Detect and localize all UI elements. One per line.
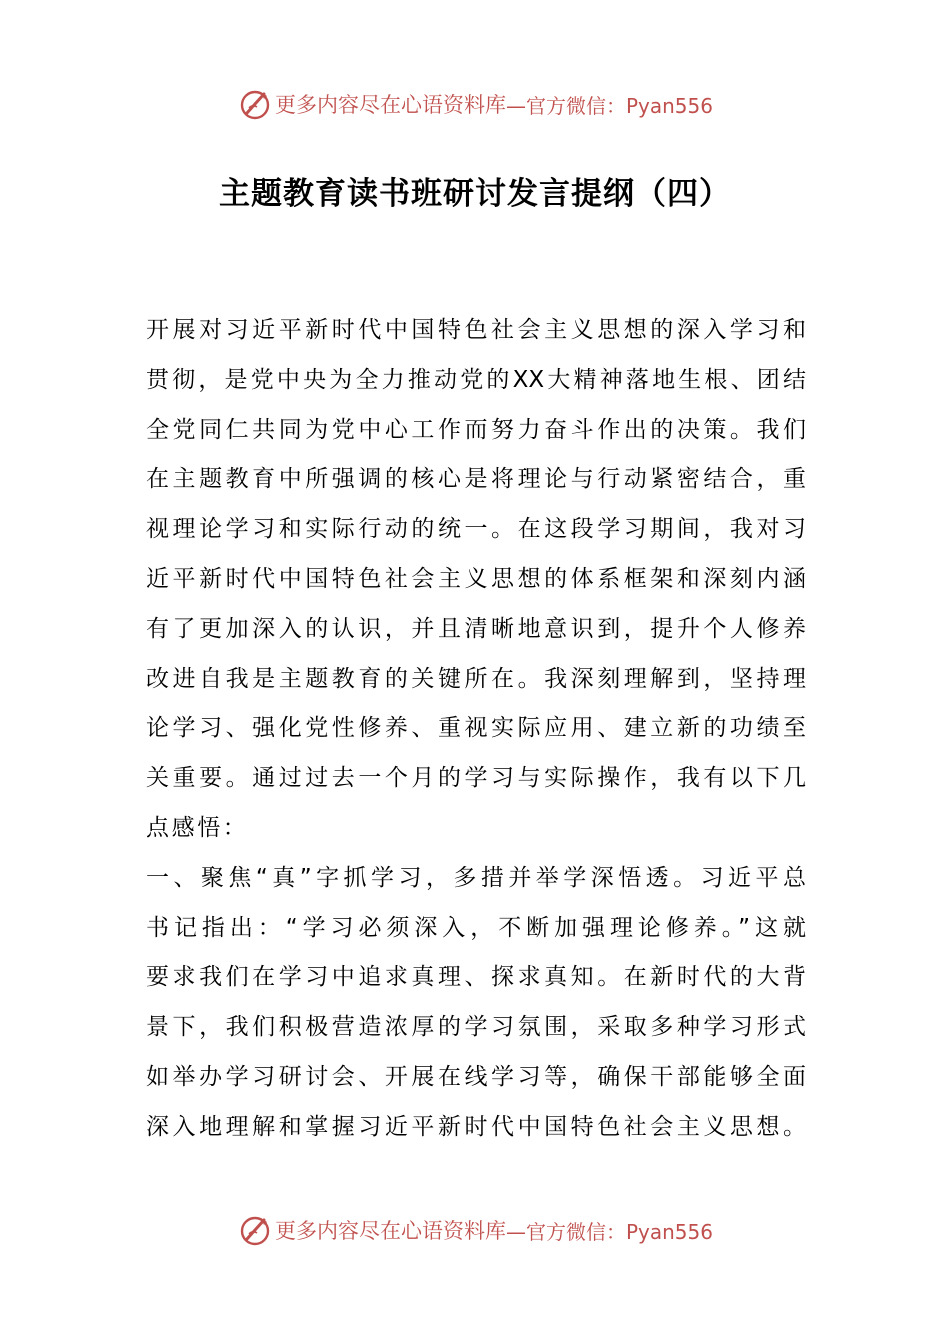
header-watermark-banner [0,84,950,124]
watermark-contact: —官方微信：Pyan556 [505,93,713,118]
body-line: 全党同仁共同为党中心工作而努力奋斗作出的决策。我们 [146,416,806,443]
body-line: 景下，我们积极营造浓厚的学习氛围，采取多种学习形式 [146,1014,806,1041]
body-line: 改进自我是主题教育的关键所在。我深刻理解到，坚持理 [146,665,806,692]
watermark-brand: 更多内容尽在心语资料库 [274,1219,506,1243]
body-line: 如举办学习研讨会、开展在线学习等，确保干部能够全面 [146,1063,806,1090]
footer-watermark-banner [0,1210,950,1250]
pen-circle-icon [237,1212,273,1248]
body-line: 深入地理解和掌握习近平新时代中国特色社会主义思想。 [146,1113,806,1140]
body-line: 有了更加深入的认识，并且清晰地意识到，提升个人修养 [146,615,806,642]
body-line: 开展对习近平新时代中国特色社会主义思想的深入学习和 [146,317,806,343]
body-line: 贯彻，是党中央为全力推动党的XX大精神落地生根、团结 [146,366,806,393]
body-line: 书记指出：“学习必须深入，不断加强理论修养。”这就 [146,914,806,941]
body-line: 论学习、强化党性修养、重视实际应用、建立新的功绩至 [146,715,806,742]
body-line: 关重要。通过过去一个月的学习与实际操作，我有以下几 [146,765,806,792]
document-body [146,306,806,1153]
body-line: 点感悟： [146,814,249,841]
document-title: 主题教育读书班研讨发言提纲（四） [219,176,731,212]
body-line: 一、聚焦“真”字抓学习，多措并举学深悟透。习近平总 [146,864,806,891]
body-line: 在主题教育中所强调的核心是将理论与行动紧密结合，重 [146,466,806,493]
watermark-contact: —官方微信：Pyan556 [505,1219,713,1244]
body-line: 近平新时代中国特色社会主义思想的体系框架和深刻内涵 [146,565,806,592]
body-line: 视理论学习和实际行动的统一。在这段学习期间，我对习 [146,516,806,543]
body-line: 要求我们在学习中追求真理、探求真知。在新时代的大背 [146,964,806,991]
pen-circle-icon [237,86,273,122]
watermark-brand: 更多内容尽在心语资料库 [274,93,506,117]
